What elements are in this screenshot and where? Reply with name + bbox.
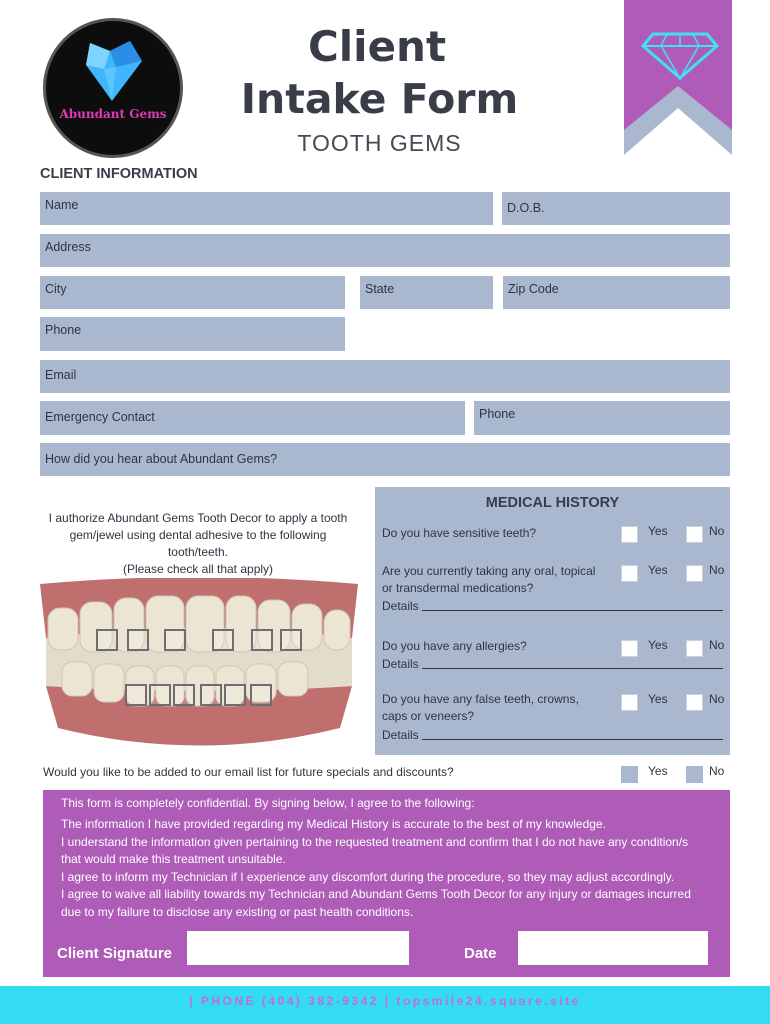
footer-contact-text: | PHONE (404) 382-9342 | topsmile24.square.site (189, 994, 581, 1008)
phone-label: Phone (45, 323, 82, 337)
page-title-line1: Client (307, 22, 447, 71)
no-label: No (709, 563, 725, 577)
consent-text (61, 816, 721, 921)
tooth-checkbox-lower-6[interactable] (250, 684, 272, 706)
zip-field[interactable] (503, 276, 730, 309)
emergency-phone-field[interactable] (474, 401, 730, 435)
section-title-client-info: CLIENT INFORMATION (40, 166, 198, 182)
emergency-contact-field[interactable] (40, 401, 465, 435)
allergies-no-checkbox[interactable] (686, 640, 703, 657)
allergies-details-label: Details (382, 657, 419, 671)
city-label: City (45, 282, 67, 296)
authorization-line4: (Please check all that apply) (122, 562, 274, 576)
no-label: No (709, 524, 725, 538)
consent-p4-line1: I agree to waive all liability towards my Technician and Abundant Gems Tooth Decor for any injury or damages incurred (61, 887, 691, 901)
yes-label: Yes (648, 638, 668, 652)
consent-p2-line1: I understand the information given pertaining to the requested treatment and confirm that I do not have any condition/s (61, 834, 689, 849)
diamond-logo-icon (46, 21, 180, 155)
consent-intro: This form is completely confidential. By signing below, I agree to the following: (61, 796, 475, 810)
email-list-yes-label: Yes (648, 764, 668, 778)
page-title-line2: Intake Form (240, 75, 519, 123)
medications-details-label: Details (382, 599, 419, 613)
emergency-phone-label: Phone (479, 407, 516, 421)
referral-label: How did you hear about Abundant Gems? (45, 452, 278, 466)
consent-p3: I agree to inform my Technician if I experience any discomfort during the procedure, so they may adjust accordingly. (61, 869, 675, 884)
question-medications (382, 563, 595, 597)
dob-label: D.O.B. (507, 201, 545, 215)
authorization-text (40, 510, 356, 578)
authorization-line1: I authorize Abundant Gems Tooth Decor to apply a tooth (48, 511, 348, 525)
logo-text: Abundant Gems (59, 107, 167, 121)
yes-label: Yes (648, 692, 668, 706)
question-false-teeth (382, 691, 579, 725)
question-sensitive-teeth: Do you have sensitive teeth? (382, 526, 537, 540)
name-label: Name (45, 198, 79, 212)
email-list-no-label: No (709, 764, 725, 778)
authorization-line3: tooth/teeth. (167, 545, 229, 559)
email-list-yes-checkbox[interactable] (621, 766, 638, 783)
tooth-checkbox-lower-5[interactable] (224, 684, 246, 706)
question-medications-line1: Are you currently taking any oral, topical (382, 564, 596, 578)
name-field[interactable] (40, 192, 493, 225)
tooth-checkbox-lower-4[interactable] (200, 684, 222, 706)
authorization-line2: gem/jewel using dental adhesive to the following (69, 528, 327, 542)
diamond-icon (641, 30, 719, 80)
zip-label: Zip Code (508, 282, 559, 296)
allergies-yes-checkbox[interactable] (621, 640, 638, 657)
question-allergies: Do you have any allergies? (382, 639, 527, 653)
tooth-checkbox-lower-1[interactable] (125, 684, 147, 706)
tooth-checkbox-lower-3[interactable] (173, 684, 195, 706)
phone-field[interactable] (40, 317, 345, 351)
page-subtitle: TOOTH GEMS (297, 130, 462, 156)
ribbon-banner (624, 0, 732, 160)
tooth-checkbox-upper-3[interactable] (164, 629, 186, 651)
tooth-checkbox-upper-2[interactable] (127, 629, 149, 651)
email-list-no-checkbox[interactable] (686, 766, 703, 783)
dob-field[interactable] (502, 192, 730, 225)
medications-details-line[interactable] (422, 610, 723, 611)
consent-p2-line2: that would make this treatment unsuitable. (61, 852, 286, 866)
allergies-details-line[interactable] (422, 668, 723, 669)
false-teeth-yes-checkbox[interactable] (621, 694, 638, 711)
consent-p4-line2: due to my failure to disclose any existing or past health conditions. (61, 904, 414, 919)
client-signature-field[interactable] (187, 931, 409, 965)
email-field[interactable] (40, 360, 730, 393)
address-label: Address (45, 240, 91, 254)
email-list-question: Would you like to be added to our email list for future specials and discounts? (43, 765, 454, 779)
referral-field[interactable] (40, 443, 730, 476)
logo (43, 18, 183, 158)
consent-p1: The information I have provided regarding my Medical History is accurate to the best of my knowledge. (61, 817, 606, 831)
sensitive-teeth-no-checkbox[interactable] (686, 526, 703, 543)
question-medications-line2: or transdermal medications? (382, 581, 534, 595)
yes-label: Yes (648, 524, 668, 538)
question-false-teeth-line2: caps or veneers? (382, 709, 475, 723)
tooth-checkbox-upper-6[interactable] (280, 629, 302, 651)
medical-history-title: MEDICAL HISTORY (485, 495, 620, 511)
medications-yes-checkbox[interactable] (621, 565, 638, 582)
tooth-checkbox-upper-4[interactable] (212, 629, 234, 651)
teeth-illustration (40, 578, 358, 750)
address-field[interactable] (40, 234, 730, 267)
tooth-checkbox-lower-2[interactable] (149, 684, 171, 706)
state-label: State (365, 282, 395, 296)
email-label: Email (45, 368, 77, 382)
date-label: Date (464, 945, 497, 962)
emergency-contact-label: Emergency Contact (45, 410, 155, 424)
false-teeth-no-checkbox[interactable] (686, 694, 703, 711)
no-label: No (709, 692, 725, 706)
tooth-checkbox-upper-5[interactable] (251, 629, 273, 651)
question-false-teeth-line1: Do you have any false teeth, crowns, (382, 692, 579, 706)
client-signature-label: Client Signature (57, 945, 173, 962)
date-field[interactable] (518, 931, 708, 965)
medications-no-checkbox[interactable] (686, 565, 703, 582)
state-field[interactable] (360, 276, 493, 309)
false-teeth-details-label: Details (382, 728, 419, 742)
false-teeth-details-line[interactable] (422, 739, 723, 740)
yes-label: Yes (648, 563, 668, 577)
tooth-checkbox-upper-1[interactable] (96, 629, 118, 651)
sensitive-teeth-yes-checkbox[interactable] (621, 526, 638, 543)
no-label: No (709, 638, 725, 652)
city-field[interactable] (40, 276, 345, 309)
